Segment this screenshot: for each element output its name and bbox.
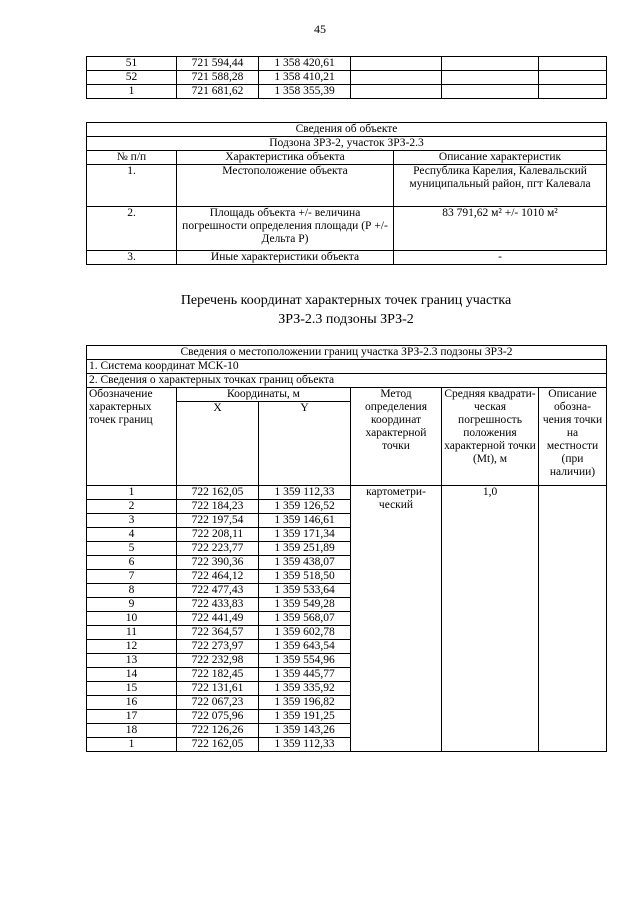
object-row-name: Площадь объекта +/- величина погрешности определения площади (Р +/- Дельта Р)	[177, 207, 394, 251]
object-row-desc: Республика Карелия, Калевальский муниципальный район, пгт Калевала	[394, 165, 607, 207]
coord-y: 1 359 602,78	[259, 626, 351, 640]
coord-x: 722 441,49	[177, 612, 259, 626]
point-number: 5	[87, 542, 177, 556]
empty-cell	[351, 85, 442, 99]
empty-cell	[351, 71, 442, 85]
method-value: картометри-ческий	[351, 486, 442, 752]
coord-y: 1 359 171,34	[259, 528, 351, 542]
section-title-line1: Перечень координат характерных точек границ участка	[180, 293, 512, 308]
coord-system: 1. Система координат МСК-10	[87, 360, 607, 374]
coord-x: 722 390,36	[177, 556, 259, 570]
error-value: 1,0	[442, 486, 539, 752]
points-info: 2. Сведения о характерных точках границ объекта	[87, 374, 607, 388]
coord-y: 1 359 643,54	[259, 640, 351, 654]
col-error-header: Средняя квадрати-ческая погрешность положения характерной точки (Mt), м	[442, 388, 539, 486]
point-number: 18	[87, 724, 177, 738]
coord-x: 722 184,23	[177, 500, 259, 514]
col-designation-header: Обозначение характерных точек границ	[87, 388, 177, 486]
coord-x: 722 067,23	[177, 696, 259, 710]
coord-x: 722 223,77	[177, 542, 259, 556]
section-title-line2: ЗРЗ-2.3 подзоны ЗРЗ-2	[278, 312, 414, 327]
col-method-header: Метод определения координат характерной точки	[351, 388, 442, 486]
point-number: 3	[87, 514, 177, 528]
coord-y: 1 359 445,77	[259, 668, 351, 682]
coord-y: 1 359 533,64	[259, 584, 351, 598]
object-info-header: Сведения об объекте	[87, 123, 607, 137]
object-row-name: Местоположение объекта	[177, 165, 394, 207]
coord-y: 1 358 410,21	[259, 71, 351, 85]
coord-y: 1 359 112,33	[259, 486, 351, 500]
coord-x: 721 588,28	[177, 71, 259, 85]
object-row-num: 1.	[87, 165, 177, 207]
point-number: 11	[87, 626, 177, 640]
coord-y: 1 359 126,52	[259, 500, 351, 514]
coord-x: 721 594,44	[177, 57, 259, 71]
coord-y: 1 359 554,96	[259, 654, 351, 668]
point-number: 17	[87, 710, 177, 724]
coord-x: 722 126,26	[177, 724, 259, 738]
empty-cell	[539, 57, 607, 71]
coord-x: 721 681,62	[177, 85, 259, 99]
coord-y: 1 359 146,61	[259, 514, 351, 528]
point-number: 1	[87, 85, 177, 99]
coord-y: 1 359 568,07	[259, 612, 351, 626]
object-info-table	[86, 122, 607, 265]
point-number: 8	[87, 584, 177, 598]
coord-y: 1 359 335,92	[259, 682, 351, 696]
coord-y: 1 359 438,07	[259, 556, 351, 570]
coord-x: 722 464,12	[177, 570, 259, 584]
coord-y: 1 359 143,26	[259, 724, 351, 738]
coord-x: 722 477,43	[177, 584, 259, 598]
coord-y: 1 359 196,82	[259, 696, 351, 710]
point-number: 13	[87, 654, 177, 668]
top-coords-table	[86, 56, 607, 99]
empty-cell	[442, 57, 539, 71]
coords-header: Сведения о местоположении границ участка ЗРЗ-2.3 подзоны ЗРЗ-2	[87, 346, 607, 360]
point-description	[539, 486, 607, 752]
top-coords-row	[87, 71, 607, 85]
coord-x: 722 273,97	[177, 640, 259, 654]
col-desc-header: Описание обозна-чения точки на местности (при наличии)	[539, 388, 607, 486]
empty-cell	[442, 71, 539, 85]
object-row-desc: 83 791,62 м² +/- 1010 м²	[394, 207, 607, 251]
point-number: 9	[87, 598, 177, 612]
coord-y: 1 358 355,39	[259, 85, 351, 99]
empty-cell	[442, 85, 539, 99]
point-number: 6	[87, 556, 177, 570]
point-number: 1	[87, 486, 177, 500]
point-number: 7	[87, 570, 177, 584]
coord-y: 1 359 518,50	[259, 570, 351, 584]
coord-y: 1 358 420,61	[259, 57, 351, 71]
top-coords-row	[87, 57, 607, 71]
coord-x: 722 197,54	[177, 514, 259, 528]
point-number: 4	[87, 528, 177, 542]
coord-x: 722 075,96	[177, 710, 259, 724]
point-number: 15	[87, 682, 177, 696]
top-coords-row	[87, 85, 607, 99]
point-number: 16	[87, 696, 177, 710]
coord-y: 1 359 112,33	[259, 738, 351, 752]
point-number: 2	[87, 500, 177, 514]
coord-x: 722 182,45	[177, 668, 259, 682]
col-num-header: № п/п	[87, 151, 177, 165]
coord-y: 1 359 251,89	[259, 542, 351, 556]
page-number: 45	[314, 22, 326, 36]
point-number: 52	[87, 71, 177, 85]
coord-x: 722 364,57	[177, 626, 259, 640]
coord-x: 722 232,98	[177, 654, 259, 668]
coord-x: 722 162,05	[177, 486, 259, 500]
col-name-header: Характеристика объекта	[177, 151, 394, 165]
coord-x: 722 208,11	[177, 528, 259, 542]
empty-cell	[351, 57, 442, 71]
coords-table	[86, 345, 607, 752]
object-row-num: 2.	[87, 207, 177, 251]
coord-y: 1 359 549,28	[259, 598, 351, 612]
coord-y: 1 359 191,25	[259, 710, 351, 724]
coord-x: 722 162,05	[177, 738, 259, 752]
object-info-subheader: Подзона ЗРЗ-2, участок ЗРЗ-2.3	[87, 137, 607, 151]
empty-cell	[539, 85, 607, 99]
col-y-header: Y	[259, 402, 351, 486]
object-row-name: Иные характеристики объекта	[177, 251, 394, 265]
point-number: 51	[87, 57, 177, 71]
col-coords-header: Координаты, м	[177, 388, 351, 402]
empty-cell	[539, 71, 607, 85]
point-number: 12	[87, 640, 177, 654]
point-number: 10	[87, 612, 177, 626]
col-desc-header: Описание характеристик	[394, 151, 607, 165]
point-number: 1	[87, 738, 177, 752]
object-row-num: 3.	[87, 251, 177, 265]
point-number: 14	[87, 668, 177, 682]
coord-x: 722 433,83	[177, 598, 259, 612]
col-x-header: X	[177, 402, 259, 486]
coord-x: 722 131,61	[177, 682, 259, 696]
object-row-desc: -	[394, 251, 607, 265]
coords-row	[87, 486, 607, 500]
